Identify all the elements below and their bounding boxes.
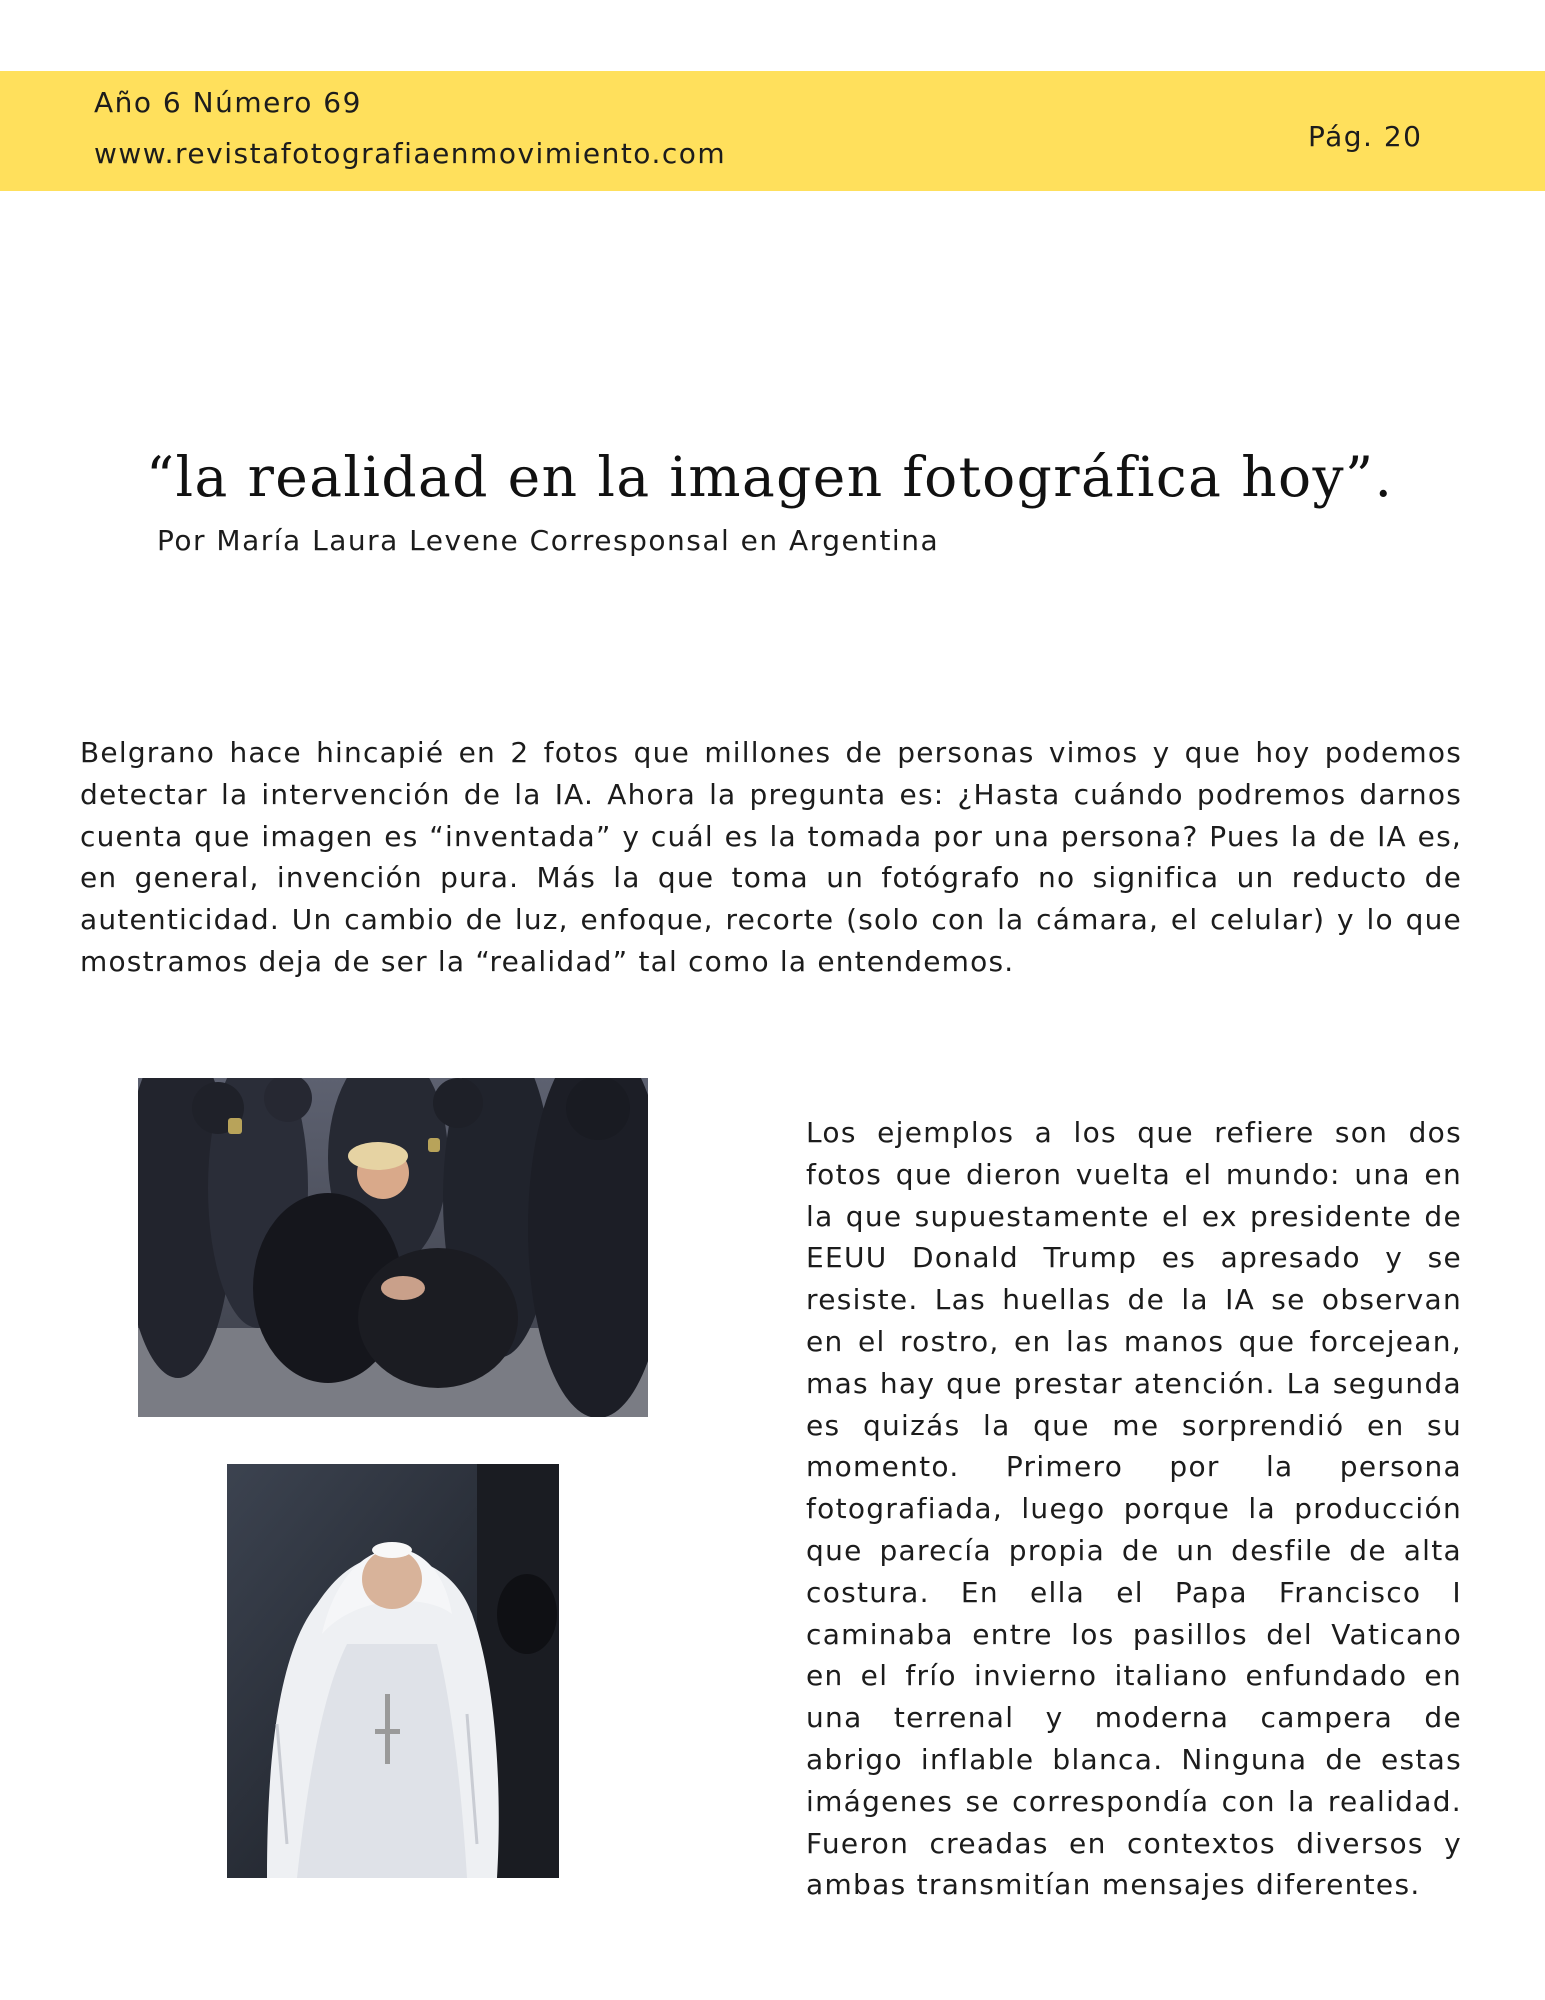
pope-photo-image [227, 1464, 559, 1878]
page-number: Pág. 20 [1308, 120, 1423, 153]
article-byline: Por María Laura Levene Corresponsal en Argentina [157, 524, 940, 557]
website-url[interactable]: www.revistafotografiaenmovimiento.com [94, 137, 727, 170]
body-paragraph: Los ejemplos a los que refiere son dos fotos que dieron vuelta el mundo: una en la que supuestamente el ex presidente de EEUU Donald Trump es apresado y se resiste. Las huellas de la IA se observan en el rostro, en las manos que forcejean, mas hay que prestar atención. La segunda es quizás la que me sorprendió en su momento. Primero por la persona fotografiada, luego porque la producción que parecía propia de un desfile de alta costura. En ella el Papa Francisco I caminaba entre los pasillos del Vaticano en el frío invierno italiano enfundado en una terrenal y moderna campera de abrigo inflable blanca. Ninguna de estas imágenes se correspondía con la realidad. Fueron creadas en contextos diversos y ambas transmitían mensajes diferentes. [806, 1116, 1462, 1902]
issue-number: Año 6 Número 69 [94, 86, 362, 119]
intro-paragraph: Belgrano hace hincapié en 2 fotos que millones de personas vimos y que hoy podemos detectar la intervención de la IA. Ahora la pregunta es: ¿Hasta cuándo podremos darnos cuenta que imagen es “inventada” y cuál es la tomada por una persona? Pues la de IA es, en general, invención pura. Más la que toma un fotógrafo no significa un reducto de autenticidad. Un cambio de luz, enfoque, recorte (solo con la cámara, el celular) y lo que mostramos deja de ser la “realidad” tal como la entendemos. [80, 736, 1462, 978]
pope-photo [227, 1464, 559, 1878]
arrest-photo-image [138, 1078, 648, 1417]
article-title: “la realidad en la imagen fotográfica hoy”. [146, 445, 1394, 509]
arrest-photo [138, 1078, 648, 1417]
